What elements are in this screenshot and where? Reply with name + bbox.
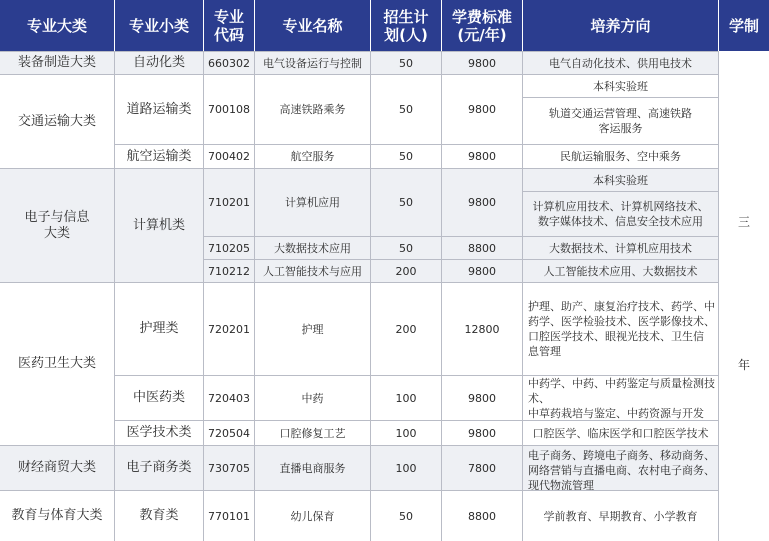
header-divider — [254, 0, 255, 51]
header-major-name — [255, 0, 370, 51]
plan-cell — [371, 52, 441, 74]
big-category-label: 电子与信息 大类 — [24, 209, 90, 241]
fee-value: 9800 — [468, 150, 496, 163]
divider — [522, 51, 523, 541]
code-value: 660302 — [208, 56, 250, 70]
small-category-cell — [115, 376, 203, 420]
code-cell — [204, 52, 254, 74]
plan-value: 50 — [399, 509, 413, 523]
major-name-cell — [255, 446, 370, 490]
plan-value: 50 — [399, 103, 413, 116]
direction-cell — [523, 145, 718, 168]
code-value: 710205 — [208, 241, 250, 255]
divider — [114, 51, 115, 541]
divider — [441, 51, 442, 541]
direction-cell — [523, 421, 718, 445]
header-big-category-label: 专业大类 — [26, 16, 87, 35]
code-value: 720504 — [208, 426, 250, 440]
small-category-label: 航空运输类 — [126, 148, 192, 164]
small-category-cell — [115, 52, 203, 74]
plan-value: 200 — [395, 264, 417, 278]
fee-cell — [442, 169, 522, 236]
big-category-label: 装备制造大类 — [17, 55, 96, 70]
divider — [0, 168, 719, 169]
code-cell — [204, 145, 254, 168]
small-category-label: 中医药类 — [132, 390, 185, 405]
divider — [0, 51, 719, 52]
header-divider — [718, 0, 719, 51]
major-name-value: 高速铁路乘务 — [279, 103, 346, 116]
header-enrollment-label: 招生计 划(人) — [383, 7, 429, 44]
header-small-category — [115, 0, 203, 51]
code-value: 720403 — [208, 391, 250, 405]
header-major-name-label: 专业名称 — [282, 16, 343, 35]
divider — [718, 51, 719, 541]
small-category-label: 电子商务类 — [126, 460, 192, 475]
code-cell — [204, 283, 254, 375]
direction-cell — [523, 283, 718, 375]
duration-cell — [719, 52, 769, 541]
fee-value: 12800 — [464, 322, 500, 336]
big-category-label: 财经商贸大类 — [17, 460, 96, 475]
direction-text: 民航运输服务、空中乘务 — [560, 150, 681, 163]
small-category-cell — [115, 145, 203, 168]
big-category-cell — [0, 52, 114, 74]
duration-bottom: 年 — [737, 358, 750, 372]
divider — [115, 144, 719, 145]
header-divider — [114, 0, 115, 51]
direction-cell — [523, 75, 718, 97]
divider — [0, 490, 719, 491]
direction-cell — [523, 98, 718, 144]
duration-top: 三 — [737, 215, 750, 229]
small-category-cell — [115, 75, 203, 144]
direction-cell — [523, 169, 718, 191]
fee-value: 9800 — [468, 426, 496, 440]
code-value: 770101 — [208, 509, 250, 523]
major-name-value: 计算机应用 — [285, 196, 340, 209]
fee-value: 9800 — [468, 391, 496, 405]
direction-text: 中药学、中药、中药鉴定与质量检测技术、 中草药栽培与鉴定、中药资源与开发 — [528, 376, 715, 420]
divider — [523, 97, 719, 98]
fee-cell — [442, 260, 522, 282]
plan-value: 50 — [399, 196, 413, 209]
big-category-cell — [0, 75, 114, 168]
code-cell — [204, 237, 254, 259]
code-cell — [204, 421, 254, 445]
fee-cell — [442, 491, 522, 541]
header-small-category-label: 专业小类 — [128, 16, 189, 35]
divider — [370, 51, 371, 541]
major-name-cell — [255, 169, 370, 236]
direction-text: 本科实验班 — [593, 173, 648, 187]
divider — [203, 51, 204, 541]
major-name-cell — [255, 75, 370, 144]
direction-text: 电子商务、跨境电子商务、移动商务、 网络营销与直播电商、农村电子商务、 现代物流管理 — [528, 449, 715, 490]
direction-cell — [523, 52, 718, 74]
direction-cell — [523, 376, 718, 420]
major-name-cell — [255, 421, 370, 445]
fee-value: 8800 — [468, 509, 496, 523]
code-cell — [204, 446, 254, 490]
major-name-value: 直播电商服务 — [279, 461, 346, 475]
fee-cell — [442, 75, 522, 144]
direction-text: 大数据技术、计算机应用技术 — [549, 241, 692, 255]
divider — [115, 420, 719, 421]
fee-cell — [442, 446, 522, 490]
divider — [0, 282, 719, 283]
direction-cell — [523, 237, 718, 259]
header-direction-label: 培养方向 — [590, 16, 651, 35]
direction-text: 护理、助产、康复治疗技术、药学、中 药学、医学检验技术、医学影像技术、 口腔医学技术、眼视光技术、卫生信 息管理 — [528, 300, 715, 358]
plan-cell — [371, 491, 441, 541]
big-category-cell — [0, 446, 114, 490]
small-category-cell — [115, 446, 203, 490]
small-category-label: 护理类 — [139, 321, 179, 336]
major-name-value: 航空服务 — [290, 150, 335, 163]
code-value: 710201 — [208, 196, 250, 209]
fee-cell — [442, 237, 522, 259]
plan-value: 100 — [395, 461, 417, 475]
small-category-label: 道路运输类 — [126, 101, 192, 117]
code-cell — [204, 491, 254, 541]
header-divider — [370, 0, 371, 51]
direction-cell — [523, 260, 718, 282]
major-name-value: 大数据技术应用 — [274, 241, 351, 255]
plan-value: 50 — [399, 241, 413, 255]
fee-value: 9800 — [468, 264, 496, 278]
header-big-category — [0, 0, 114, 51]
fee-cell — [442, 145, 522, 168]
header-divider — [441, 0, 442, 51]
small-category-label: 计算机类 — [132, 217, 185, 233]
big-category-cell — [0, 169, 114, 282]
plan-cell — [371, 376, 441, 420]
header-duration — [719, 0, 769, 51]
divider — [204, 259, 719, 260]
fee-cell — [442, 52, 522, 74]
major-name-value: 中药 — [301, 391, 324, 405]
plan-value: 100 — [395, 426, 417, 440]
small-category-label: 自动化类 — [132, 55, 185, 70]
major-name-cell — [255, 237, 370, 259]
plan-cell — [371, 169, 441, 236]
major-name-cell — [255, 145, 370, 168]
code-cell — [204, 260, 254, 282]
big-category-cell — [0, 283, 114, 445]
header-tuition-label: 学费标准 (元/年) — [451, 7, 512, 44]
header-divider — [522, 0, 523, 51]
plan-cell — [371, 237, 441, 259]
big-category-label: 教育与体育大类 — [11, 508, 103, 523]
big-category-label: 医药卫生大类 — [17, 356, 96, 371]
plan-cell — [371, 421, 441, 445]
divider — [0, 445, 719, 446]
plan-cell — [371, 446, 441, 490]
major-name-value: 电气设备运行与控制 — [263, 56, 362, 70]
small-category-cell — [115, 491, 203, 541]
fee-value: 9800 — [468, 196, 496, 209]
plan-cell — [371, 145, 441, 168]
divider — [254, 51, 255, 541]
direction-text: 轨道交通运营管理、高速铁路 客运服务 — [549, 107, 692, 135]
direction-text: 学前教育、早期教育、小学教育 — [543, 509, 698, 523]
direction-text: 本科实验班 — [593, 79, 648, 93]
code-cell — [204, 376, 254, 420]
major-name-cell — [255, 376, 370, 420]
fee-cell — [442, 421, 522, 445]
fee-cell — [442, 283, 522, 375]
header-duration-label: 学制 — [728, 16, 759, 35]
code-cell — [204, 75, 254, 144]
major-name-cell — [255, 260, 370, 282]
code-value: 710212 — [208, 264, 250, 278]
plan-value: 50 — [399, 150, 413, 163]
small-category-cell — [115, 421, 203, 445]
header-divider — [203, 0, 204, 51]
plan-value: 100 — [395, 391, 417, 405]
plan-value: 50 — [399, 56, 413, 70]
big-category-cell — [0, 491, 114, 541]
direction-text: 口腔医学、临床医学和口腔医学技术 — [532, 426, 709, 440]
major-name-cell — [255, 491, 370, 541]
direction-cell — [523, 491, 718, 541]
direction-text: 人工智能技术应用、大数据技术 — [543, 264, 698, 278]
code-value: 730705 — [208, 461, 250, 475]
direction-cell — [523, 446, 718, 490]
divider — [0, 74, 719, 75]
major-name-cell — [255, 283, 370, 375]
small-category-label: 教育类 — [139, 508, 179, 523]
fee-value: 9800 — [468, 56, 496, 70]
major-name-value: 护理 — [301, 322, 324, 336]
direction-text: 计算机应用技术、计算机网络技术、 数字媒体技术、信息安全技术应用 — [532, 200, 709, 228]
code-value: 700108 — [208, 103, 250, 116]
direction-cell — [523, 192, 718, 236]
header-code — [204, 0, 254, 51]
header-tuition — [442, 0, 522, 51]
header-code-label: 专业 代码 — [213, 7, 244, 44]
fee-cell — [442, 376, 522, 420]
divider — [523, 191, 719, 192]
divider — [115, 375, 719, 376]
header-direction — [523, 0, 718, 51]
major-name-value: 口腔修复工艺 — [279, 426, 346, 440]
fee-value: 8800 — [468, 241, 496, 255]
direction-text: 电气自动化技术、供用电技术 — [549, 56, 692, 70]
major-name-value: 人工智能技术与应用 — [263, 264, 362, 278]
plan-cell — [371, 283, 441, 375]
code-value: 720201 — [208, 322, 250, 336]
small-category-cell — [115, 283, 203, 375]
plan-cell — [371, 75, 441, 144]
code-cell — [204, 169, 254, 236]
header-enrollment — [371, 0, 441, 51]
major-name-value: 幼儿保育 — [290, 509, 335, 523]
fee-value: 7800 — [468, 461, 496, 475]
small-category-cell — [115, 169, 203, 282]
plan-cell — [371, 260, 441, 282]
small-category-label: 医学技术类 — [126, 425, 192, 440]
plan-value: 200 — [395, 322, 417, 336]
fee-value: 9800 — [468, 103, 496, 116]
code-value: 700402 — [208, 150, 250, 163]
major-name-cell — [255, 52, 370, 74]
divider — [204, 236, 719, 237]
big-category-label: 交通运输大类 — [17, 113, 96, 129]
